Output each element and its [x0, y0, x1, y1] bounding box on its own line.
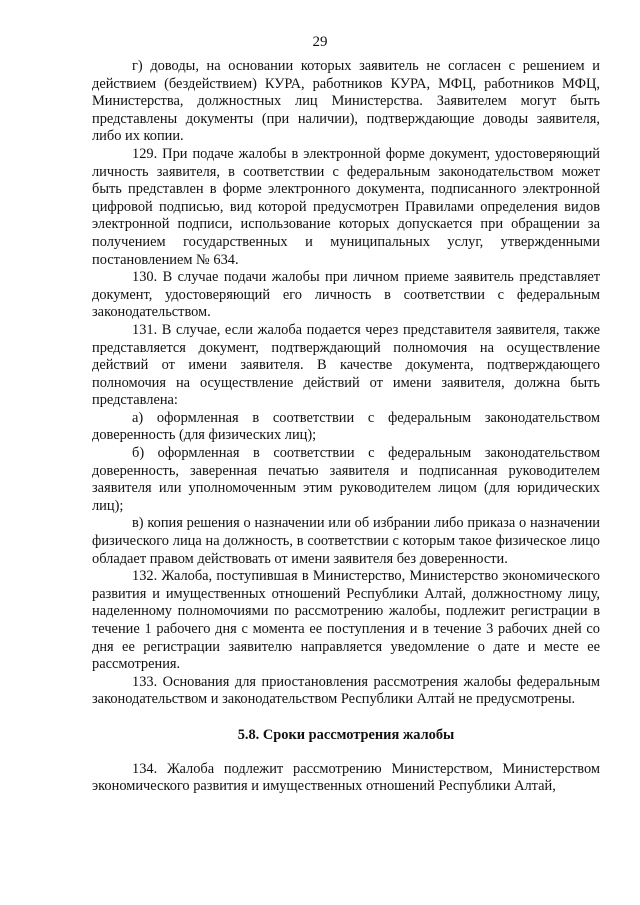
paragraph-134: 134. Жалоба подлежит рассмотрению Министерством, Министерством экономического развития и имущественных отношений Республики Алтай,: [92, 760, 600, 795]
paragraph-129: 129. При подаче жалобы в электронной форме документ, удостоверяющий личность заявителя, в соответствии с федеральным законодательством может быть представлен в форме электронного документа, подписанного электронной цифровой подписью, вид которой предусмотрен Правилами определения видов электронной подписи, использование которых допускается при обращении за получением государственных и муниципальных услуг, утвержденными постановлением № 634.: [92, 145, 600, 268]
section-heading: 5.8. Сроки рассмотрения жалобы: [237, 726, 455, 743]
paragraph-130: 130. В случае подачи жалобы при личном приеме заявитель представляет документ, удостоверяющий его личность в соответствии с федеральным законодательством.: [92, 269, 600, 321]
paragraph-133: 133. Основания для приостановления рассмотрения жалобы федеральным законодательством и законодательством Республики Алтай не предусмотрены.: [92, 673, 600, 708]
document-body: [92, 58, 600, 796]
page-number: 29: [312, 34, 328, 50]
paragraph-132: 132. Жалоба, поступившая в Министерство, Министерство экономического развития и имущественных отношений Республики Алтай, должностному лицу, наделенному полномочиями по рассмотрению жалобы, подлежит регистрации в течение 1 рабочего дня с момента ее поступления и в течение 3 рабочих дней со дня ее регистрации заявителю направляется уведомление о дате и месте ее рассмотрения.: [92, 568, 600, 673]
paragraph-131: 131. В случае, если жалоба подается через представителя заявителя, также представляется документ, подтверждающий полномочия на осуществление действий от имени заявителя. В качестве документа, подтверждающего полномочия на осуществление действий от имени заявителя, должна быть представлена:: [92, 321, 600, 409]
paragraph-131-b: б) оформленная в соответствии с федеральным законодательством доверенность, заверенная печатью заявителя и подписанная руководителем заявителя или уполномоченным этим руководителем лицом (для юридических лиц);: [92, 445, 600, 514]
paragraph-131-v: в) копия решения о назначении или об избрании либо приказа о назначении физического лица на должность, в соответствии с которым такое физическое лицо обладает правом действовать от имени заявителя без доверенности.: [92, 515, 600, 567]
paragraph-g-arguments: г) доводы, на основании которых заявитель не согласен с решением и действием (бездействием) КУРА, работников КУРА, МФЦ, работников МФЦ, Министерства, должностных лиц Министерства. Заявителем могут быть представлены документы (при наличии), подтверждающие доводы заявителя, либо их копии.: [92, 58, 600, 145]
paragraph-131-a: а) оформленная в соответствии с федеральным законодательством доверенность (для физических лиц);: [92, 409, 600, 444]
